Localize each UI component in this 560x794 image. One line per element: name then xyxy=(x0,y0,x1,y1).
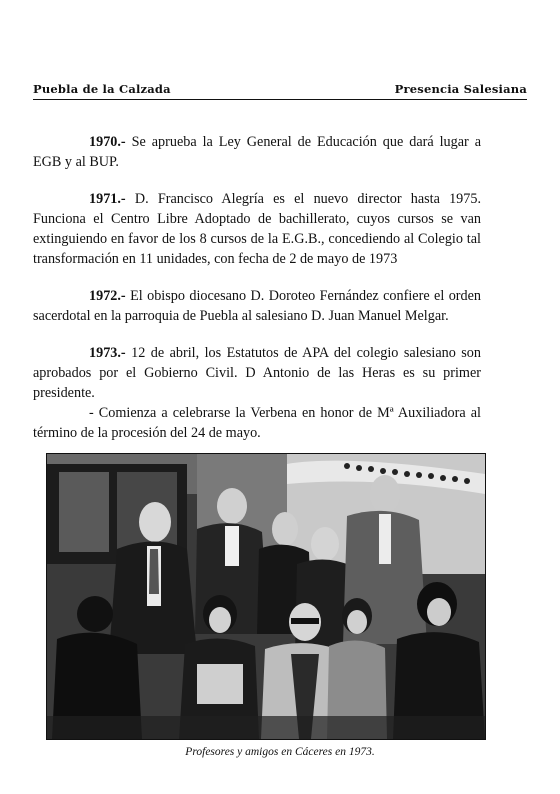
entry-year: 1971.- xyxy=(89,191,126,207)
group-photo xyxy=(46,453,486,740)
entry-1971 xyxy=(33,189,481,269)
entry-year: 1973.- xyxy=(89,345,126,361)
entry-text: El obispo diocesano D. Doroteo Fernández confiere el orden sacerdotal en la parroquia de Puebla al salesiano D. Juan Manuel Melgar. xyxy=(33,288,481,324)
entry-year: 1970.- xyxy=(89,134,126,150)
entry-year: 1972.- xyxy=(89,288,126,304)
entry-text: Se aprueba la Ley General de Educación que dará lugar a EGB y al BUP. xyxy=(33,134,481,170)
entry-text: 12 de abril, los Estatutos de APA del colegio salesiano son aprobados por el Gobierno Civil. D Antonio de las Heras es su primer presidente. xyxy=(33,345,481,401)
entry-1972 xyxy=(33,286,481,326)
running-header xyxy=(33,78,527,96)
entry-text: D. Francisco Alegría es el nuevo director hasta 1975. Funciona el Centro Libre Adoptado de bachillerato, cuyos cursos se van extinguiendo en favor de los 8 cursos de la E.G.B., concediendo al Colegio tal transformación en 11 unidades, con fecha de 2 de mayo de 1973 xyxy=(33,191,481,267)
entry-1973-continuation: - Comienza a celebrarse la Verbena en honor de Mª Auxiliadora al término de la procesión del 24 de mayo. xyxy=(33,405,481,441)
header-book-title: Puebla de la Calzada xyxy=(33,82,171,96)
photo-caption: Profesores y amigos en Cáceres en 1973. xyxy=(185,746,375,758)
header-rule xyxy=(33,99,527,100)
header-section-title: Presencia Salesiana xyxy=(394,82,527,96)
entry-1973 xyxy=(33,343,481,403)
entry-1970 xyxy=(33,132,481,172)
chronology-text xyxy=(33,132,481,443)
